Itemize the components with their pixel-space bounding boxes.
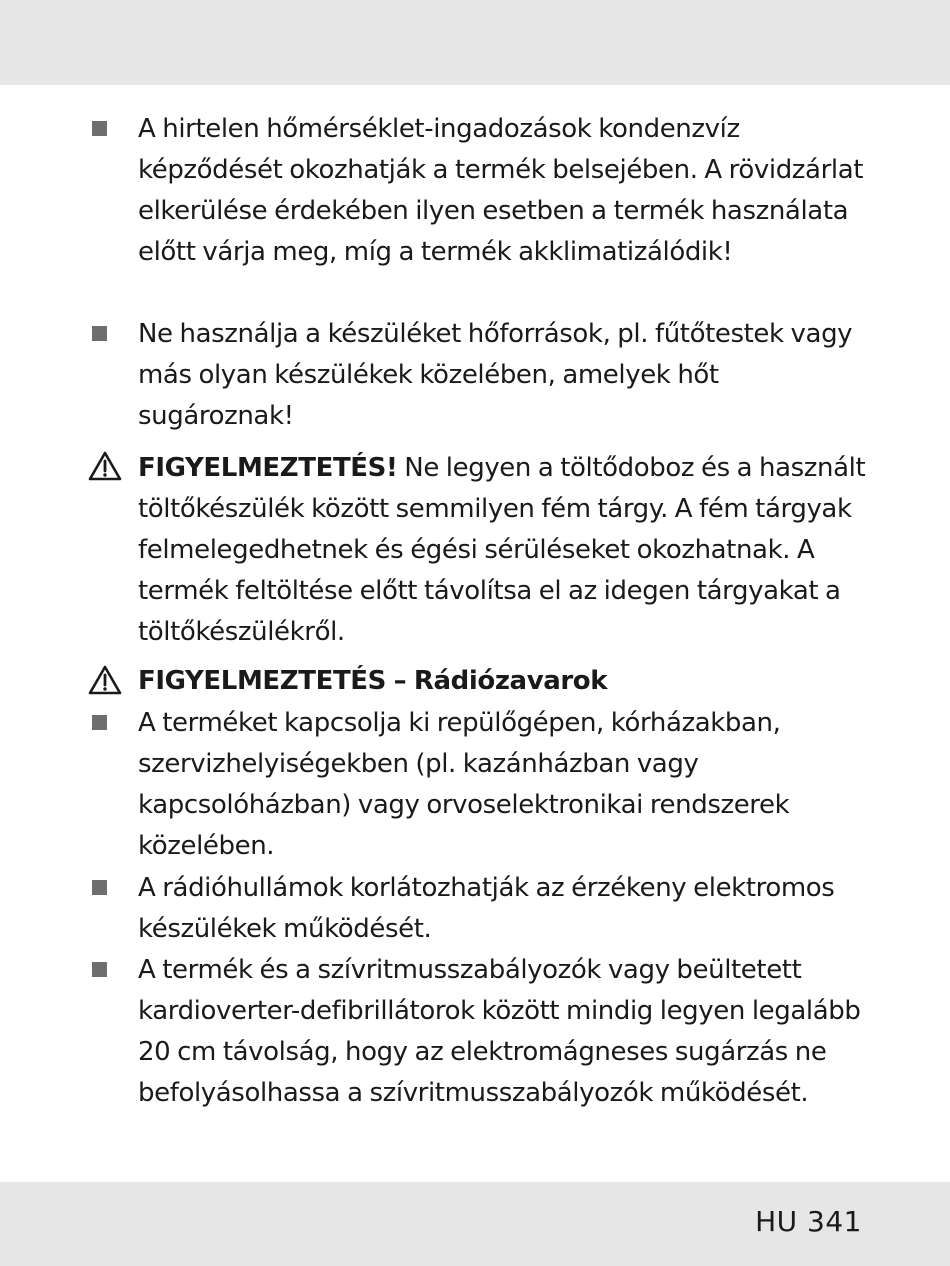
list-item-text: A rádióhullámok korlátozhatják az érzékeny elektromos készülékek működését.: [138, 873, 835, 944]
list-item-text: A hirtelen hőmérséklet-ingadozások kondenzvíz képződését okozhatják a termék belsejében. A rövidzárlat elkerülése érdekében ilyen esetben a termék használata előtt várja meg, míg a termék akklimatizálódik!: [138, 114, 864, 267]
warning-text: [138, 448, 878, 653]
page-number: HU 341: [755, 1205, 862, 1238]
bullet-square-icon: [92, 326, 107, 341]
list-item-text: A termék és a szívritmusszabályozók vagy beültetett kardioverter-defibrillátorok között mindig legyen legalább 20 cm távolság, hogy az elektromágneses sugárzás ne befolyásolhassa a szívritmusszabályozók működését.: [138, 955, 861, 1108]
header-band: [0, 0, 950, 85]
warning-body: Ne legyen a töltődoboz és a használt töltőkészülék között semmilyen fém tárgy. A fém tárgyak felmelegedhetnek és égési sérüléseket okozhatnak. A termék feltöltése előtt távolítsa el az idegen tárgyakat a töltőkészülékről.: [138, 453, 866, 647]
list-item-text: A terméket kapcsolja ki repülőgépen, kórházakban, szervizhelyiségekben (pl. kazánházban vagy kapcsolóházban) vagy orvoselektronikai rendszerek közelében.: [138, 708, 790, 861]
warning-heading: FIGYELMEZTETÉS – Rádiózavarok: [138, 666, 608, 696]
warning-triangle-icon: [88, 665, 122, 695]
bullet-square-icon: [92, 962, 107, 977]
warning-triangle-icon: [88, 451, 122, 481]
warning-label: FIGYELMEZTETÉS!: [138, 453, 398, 483]
bullet-square-icon: [92, 121, 107, 136]
bullet-square-icon: [92, 880, 107, 895]
list-item-text: Ne használja a készüléket hőforrások, pl. fűtőtestek vagy más olyan készülékek közelében, amelyek hőt sugároznak!: [138, 319, 853, 431]
bullet-square-icon: [92, 715, 107, 730]
